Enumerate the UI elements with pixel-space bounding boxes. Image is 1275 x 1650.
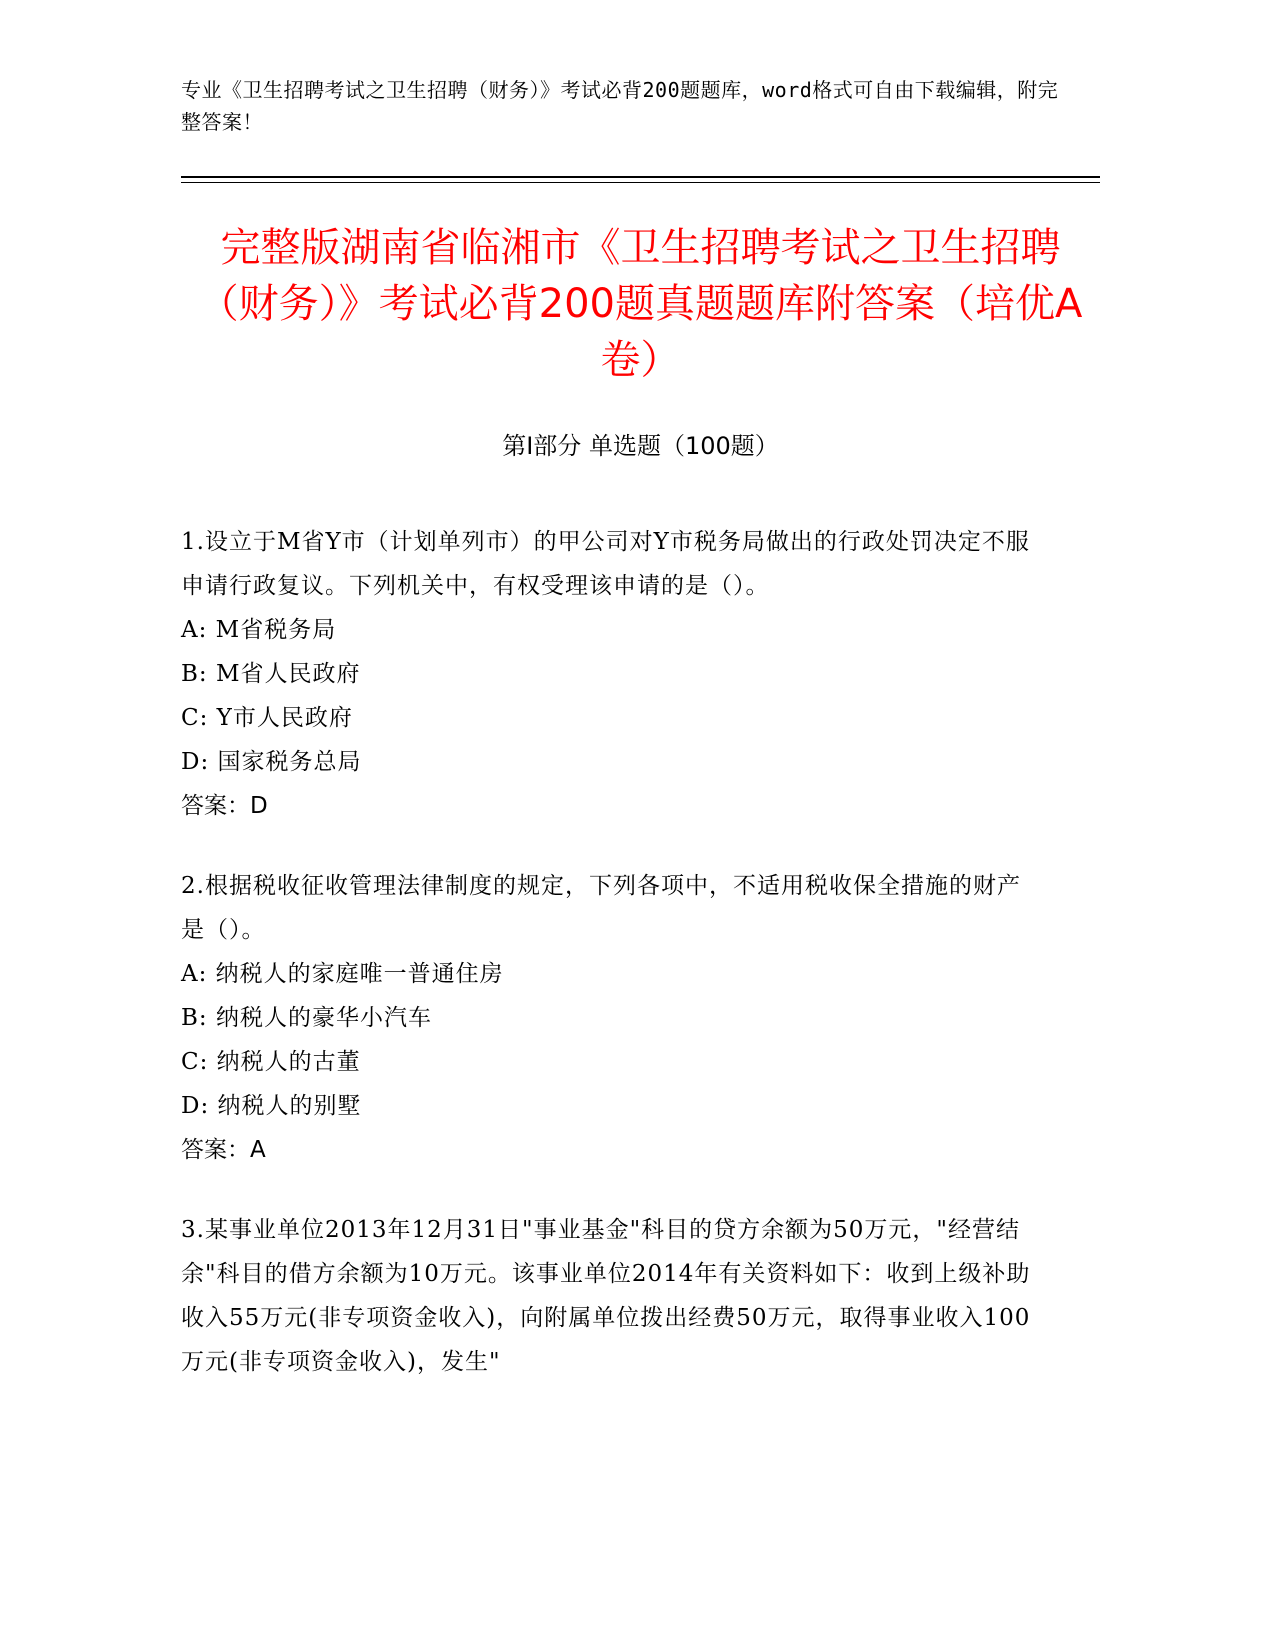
option-c: C: Y市人民政府 [181,705,353,731]
question-text: 2.根据税收征收管理法律制度的规定，下列各项中，不适用税收保全措施的财产是（）。 [181,873,1021,943]
option-d: D: 纳税人的别墅 [181,1093,362,1119]
question-text: 3.某事业单位2013年12月31日"事业基金"科目的贷方余额为50万元，"经营结余"科目的借方余额为10万元。该事业单位2014年有关资料如下：收到上级补助收入55万元(非专项资金收入)，向附属单位拨出经费50万元，取得事业收入100万元(非专项资金收入)，发生" [181,1217,1031,1375]
question-text: 1.设立于M省Y市（计划单列市）的甲公司对Y市税务局做出的行政处罚决定不服申请行政复议。下列机关中，有权受理该申请的是（）。 [181,529,1030,599]
option-b: B: 纳税人的豪华小汽车 [181,1005,432,1031]
question-list [181,520,1041,1420]
document-title: 完整版湖南省临湘市《卫生招聘考试之卫生招聘（财务）》考试必背200题真题题库附答案（培优A卷） [198,225,1083,383]
question-2 [181,864,1041,1172]
answer: 答案：A [181,1137,266,1163]
question-1 [181,520,1041,828]
option-b: B: M省人民政府 [181,661,361,687]
header-note: 专业《卫生招聘考试之卫生招聘（财务）》考试必背200题题库，word格式可自由下载编辑，附完整答案！ [181,78,1059,134]
header-rule-thin [181,182,1100,183]
answer: 答案：D [181,793,268,819]
option-c: C: 纳税人的古董 [181,1049,361,1075]
option-d: D: 国家税务总局 [181,749,362,775]
option-a: A: 纳税人的家庭唯一普通住房 [181,961,504,987]
section-title: 第I部分 单选题（100题） [502,432,779,460]
question-3 [181,1208,1041,1384]
header-rule-thick [181,176,1100,178]
option-a: A: M省税务局 [181,617,337,643]
